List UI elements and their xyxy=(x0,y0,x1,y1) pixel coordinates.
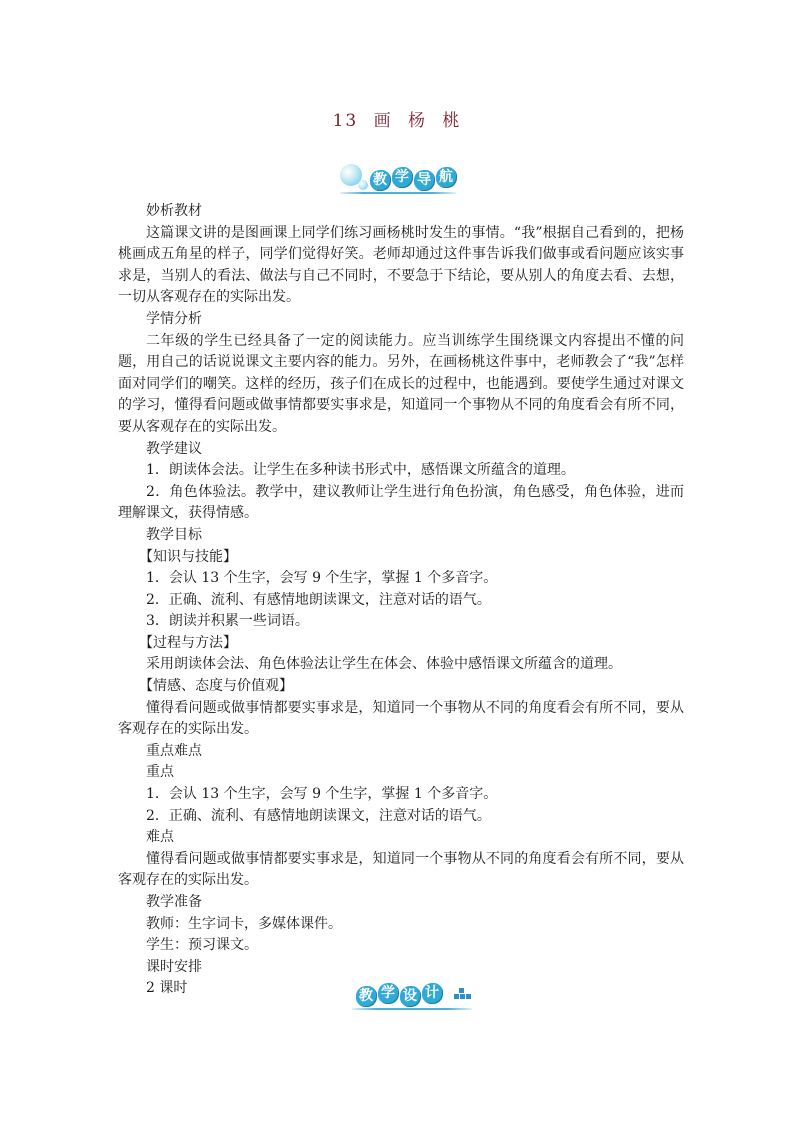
body-paragraph: 这篇课文讲的是图画课上同学们练习画杨桃时发生的事情。“我”根据自己看到的，把杨桃画成五角星的样子，同学们觉得好笑。老师却通过这件事告诉我们做事或看问题应该实事求是，当别人的看法、做法与自己不同时，不要急于下结论，要从别人的角度去看、去想，一切从客观存在的实际出发。 xyxy=(118,224,684,306)
body-paragraph: 懂得看问题或做事情都要实事求是，知道同一个事物从不同的角度看会有所不同，要从客观存在的实际出发。 xyxy=(118,850,684,889)
section-heading: 妙析教材 xyxy=(146,203,202,219)
banner-guide-char: 教 xyxy=(370,170,390,190)
section-heading: 课时安排 xyxy=(146,958,202,975)
bracket-heading: 【过程与方法】 xyxy=(139,634,237,651)
teaching-design-banner xyxy=(352,984,472,1010)
banner-underline xyxy=(352,1008,472,1010)
banner-guide-text xyxy=(370,170,456,190)
section-heading: 重点难点 xyxy=(146,742,202,759)
banner-underline xyxy=(340,192,456,194)
banner-guide-char: 学 xyxy=(392,167,412,187)
banner-guide-char: 导 xyxy=(414,170,434,190)
title-char-2: 杨 xyxy=(408,111,428,131)
banner-design-char: 教 xyxy=(356,986,376,1006)
section-heading: 学情分析 xyxy=(146,310,202,327)
section-heading: 重点 xyxy=(146,764,174,781)
banner-design-text xyxy=(356,986,442,1006)
body-paragraph: 懂得看问题或做事情都要实事求是，知道同一个事物从不同的角度看会有所不同，要从客观存在的实际出发。 xyxy=(118,699,684,738)
body-paragraph: 1．会认 13 个生字，会写 9 个生字，掌握 1 个多音字。 xyxy=(146,570,498,587)
body-paragraph: 2．正确、流利、有感情地朗读课文，注意对话的语气。 xyxy=(146,807,491,824)
section-heading: 教学建议 xyxy=(146,440,202,457)
banner-design-char: 设 xyxy=(400,986,420,1006)
body-paragraph: 采用朗读体会法、角色体验法让学生在体会、体验中感悟课文所蕴含的道理。 xyxy=(146,656,622,673)
body-paragraph: 1．会认 13 个生字，会写 9 个生字，掌握 1 个多音字。 xyxy=(146,786,498,803)
body-paragraph: 教师：生字词卡，多媒体课件。 xyxy=(146,915,342,932)
lesson-number: 13 xyxy=(332,111,359,131)
body-paragraph: 3．朗读并积累一些词语。 xyxy=(146,613,309,630)
bracket-heading: 【情感、态度与价值观】 xyxy=(139,678,293,695)
banner-design-char: 学 xyxy=(378,983,398,1003)
teaching-guide-banner xyxy=(340,164,456,194)
body-paragraph: 2．正确、流利、有感情地朗读课文，注意对话的语气。 xyxy=(146,591,491,608)
body-paragraph: 2．角色体验法。教学中，建议教师让学生进行角色扮演，角色感受，角色体验，进而理解课文，获得情感。 xyxy=(118,483,684,522)
bubble-icon-small xyxy=(358,180,368,190)
section-heading: 难点 xyxy=(146,829,174,846)
lesson-title xyxy=(0,106,794,131)
banner-guide-char: 航 xyxy=(436,167,456,187)
body-paragraph: 1．朗读体会法。让学生在多种读书形式中，感悟课文所蕴含的道理。 xyxy=(146,462,575,479)
banner-design-char: 计 xyxy=(422,983,442,1003)
section-heading: 教学准备 xyxy=(146,894,202,910)
blocks-icon xyxy=(454,988,470,1000)
body-paragraph: 学生：预习课文。 xyxy=(146,937,258,954)
title-char-1: 画 xyxy=(373,111,393,131)
body-paragraph: 二年级的学生已经具备了一定的阅读能力。应当训练学生围绕课文内容提出不懂的问题，用自己的话说说课文主要内容的能力。另外，在画杨桃这件事中，老师教会了“我”怎样面对同学们的嘲笑。这样的经历，孩子们在成长的过程中，也能遇到。要使学生通过对课文的学习，懂得看问题或做事情都要实事求是，知道同一个事物从不同的角度看会有所不同，要从客观存在的实际出发。 xyxy=(118,332,684,435)
bracket-heading: 【知识与技能】 xyxy=(139,548,237,565)
section-heading: 教学目标 xyxy=(146,526,202,543)
document-body xyxy=(118,201,684,1000)
section-heading: 2 课时 xyxy=(146,980,188,997)
title-char-3: 桃 xyxy=(442,111,462,131)
